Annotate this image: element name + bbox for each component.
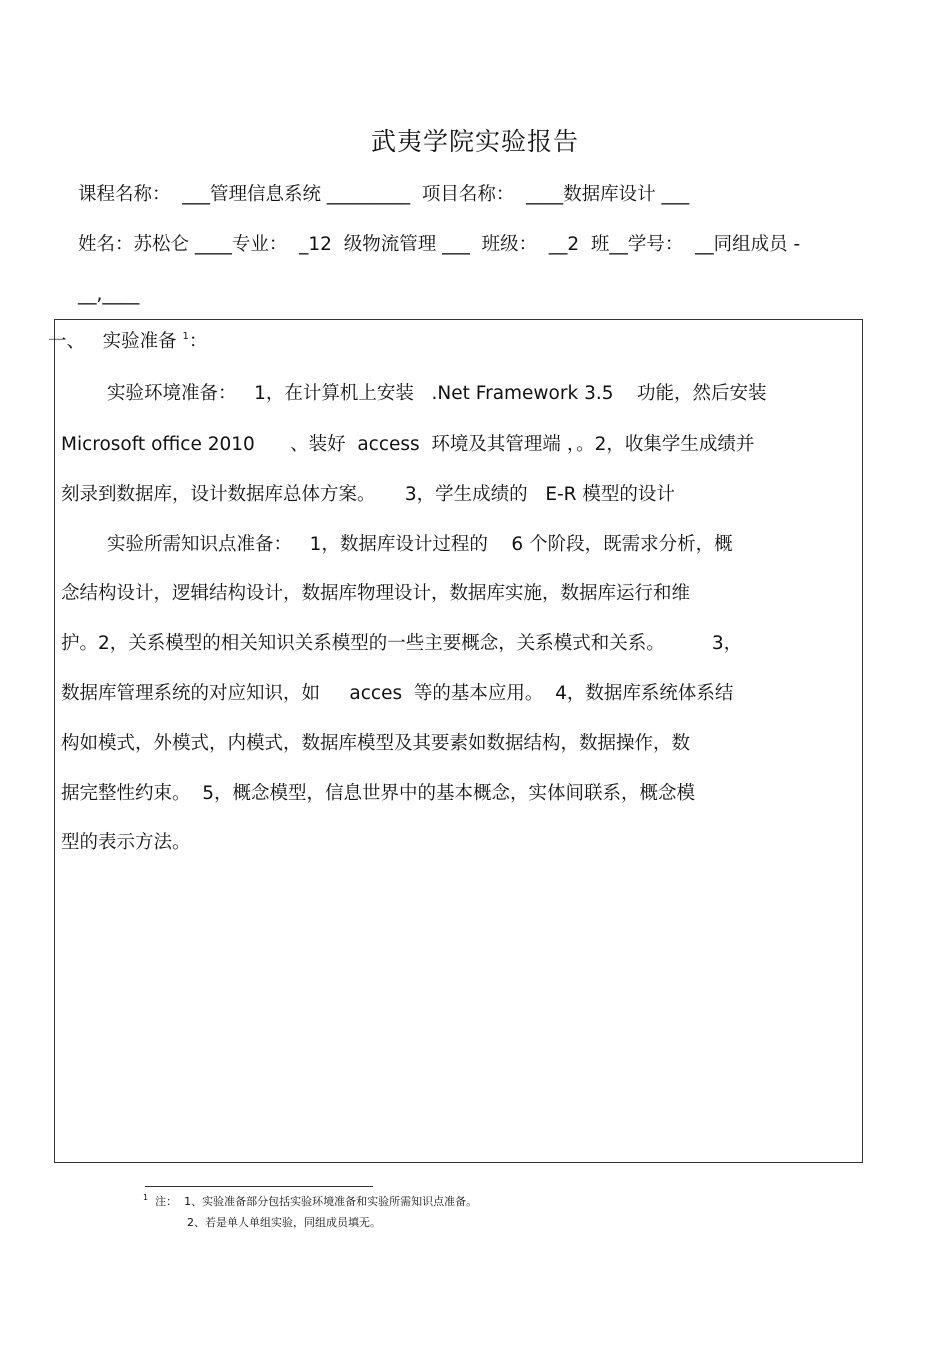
report-title: 武夷学院实验报告 bbox=[370, 127, 579, 156]
env-prep-line-3: 刻录到数据库，设计数据库总体方案。 3，学生成绩的 E-R 模型的设计 bbox=[61, 484, 675, 505]
knowledge-prep-line-3: 护。2，关系模型的相关知识关系模型的一些主要概念，关系模式和关系。 3， bbox=[61, 633, 743, 654]
footnote-ref: 1 bbox=[182, 331, 189, 342]
knowledge-prep-line-1: 实验所需知识点准备： 1，数据库设计过程的 6 个阶段，既需求分析，概 bbox=[107, 534, 733, 555]
section-heading bbox=[48, 327, 207, 353]
knowledge-prep-line-2: 念结构设计，逻辑结构设计，数据库物理设计，数据库实施，数据库运行和维 bbox=[61, 583, 691, 604]
env-prep-line-1: 实验环境准备： 1，在计算机上安装 .Net Framework 3.5 功能，然后安装 bbox=[107, 383, 767, 404]
footnote-marker: 1 bbox=[143, 1193, 149, 1202]
footnote-line-1 bbox=[143, 1193, 477, 1209]
knowledge-prep-line-5: 构如模式，外模式，内模式，数据库模型及其要素如数据结构，数据操作，数 bbox=[61, 733, 691, 754]
footnote-line-2: 2、若是单人单组实验，同组成员填无。 bbox=[187, 1216, 381, 1229]
footnote-divider bbox=[145, 1186, 373, 1187]
footnote-text-1: 注： 1、实验准备部分包括实验环境准备和实验所需知识点准备。 bbox=[155, 1195, 478, 1208]
env-prep-line-2: Microsoft office 2010 、装好 access 环境及其管理端 ，。2，收集学生成绩并 bbox=[61, 434, 755, 455]
course-info-line: 课程名称： ___管理信息系统 _________ 项目名称： ____数据库设计 ___ bbox=[78, 184, 690, 205]
knowledge-prep-line-6: 据完整性约束。 5，概念模型，信息世界中的基本概念，实体间联系，概念模 bbox=[61, 783, 696, 804]
knowledge-prep-line-4: 数据库管理系统的对应知识，如 acces 等的基本应用。 4，数据库系统体系结 bbox=[61, 683, 734, 704]
knowledge-prep-line-7: 型的表示方法。 bbox=[61, 832, 191, 853]
section-heading-colon: ： bbox=[188, 331, 208, 352]
student-info-line: 姓名：苏松仑 ____专业： _12 级物流管理 ___ 班级： __2 班__学号： __同组成员 - bbox=[78, 234, 801, 255]
group-members-line: __,____ bbox=[78, 284, 140, 305]
section-heading-text: 一、 实验准备 bbox=[48, 331, 177, 352]
